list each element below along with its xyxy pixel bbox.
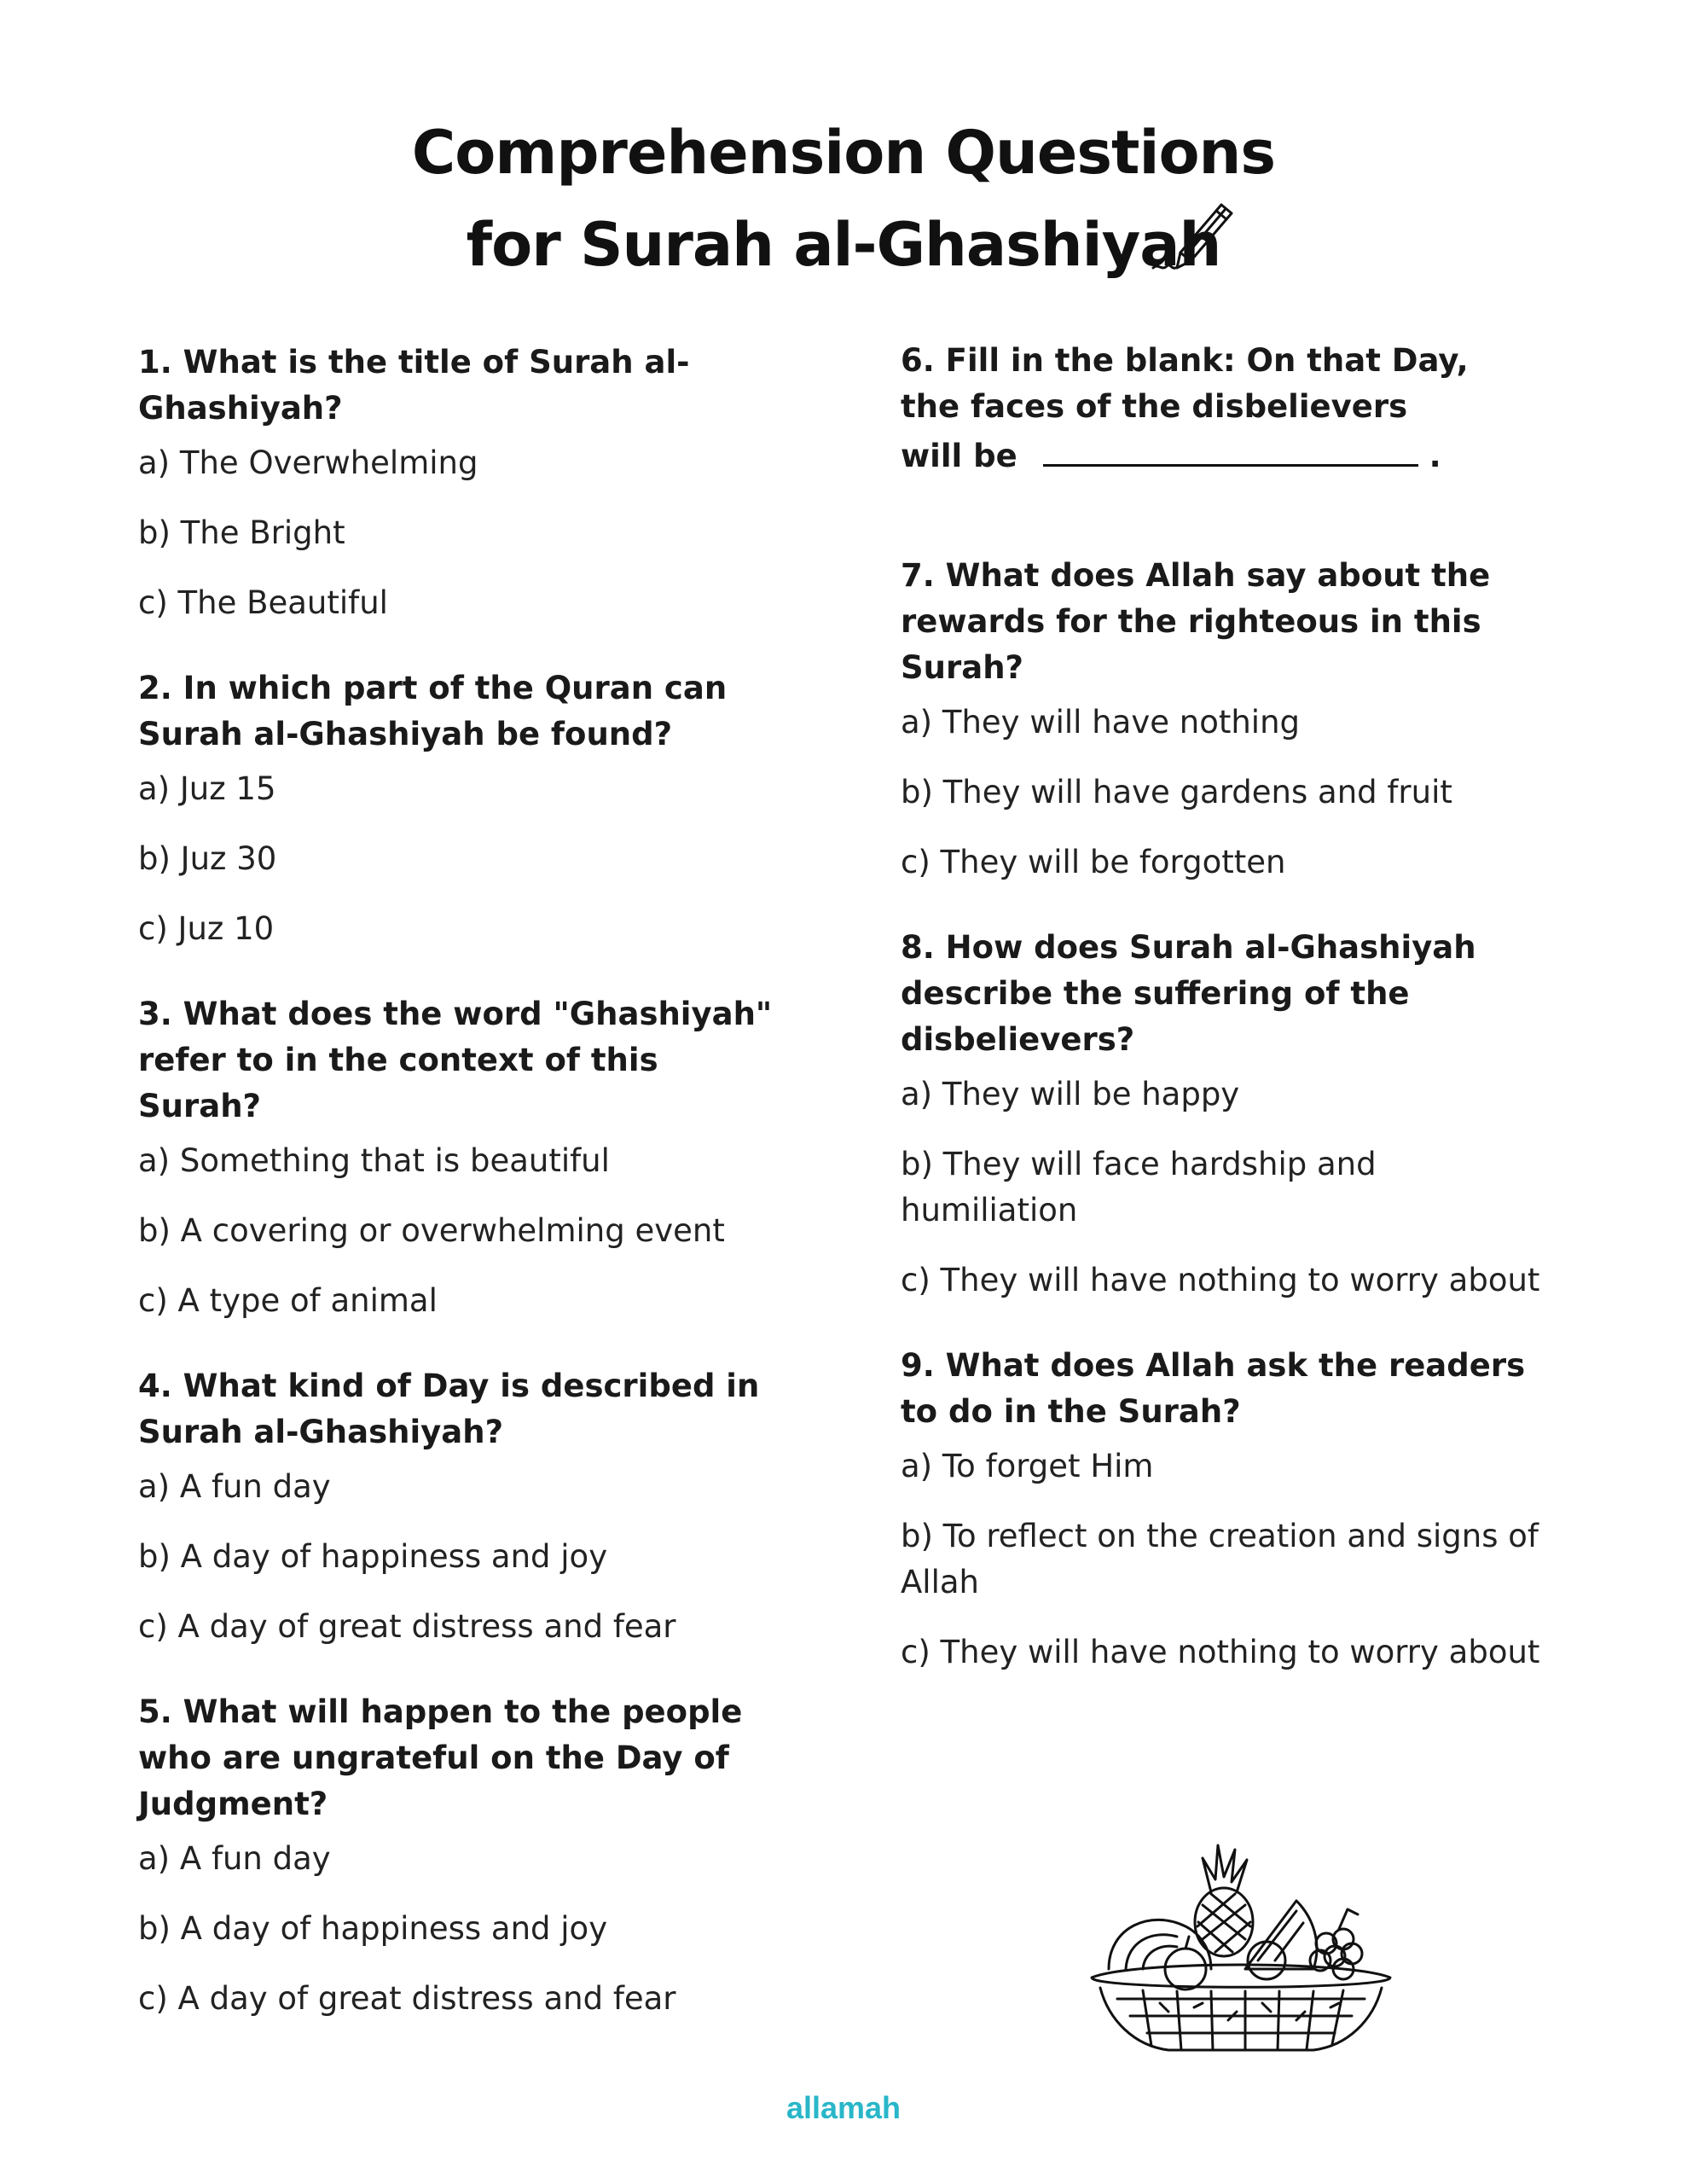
answer-option[interactable]: c) Juz 10 <box>138 910 275 947</box>
left-column <box>138 340 786 2061</box>
answer-option[interactable]: a) Something that is beautiful <box>138 1142 610 1179</box>
right-column <box>901 338 1549 1715</box>
answer-option[interactable]: b) Juz 30 <box>138 840 277 877</box>
answer-option[interactable]: a) They will be happy <box>901 1076 1240 1112</box>
question-text: 4. What kind of Day is described in Surah al-Ghashiyah? <box>138 1368 760 1450</box>
answer-option[interactable]: c) The Beautiful <box>138 584 388 621</box>
answer-option[interactable]: c) A day of great distress and fear <box>138 1980 676 2017</box>
question-text: 9. What does Allah ask the readers to do in the Surah? <box>901 1347 1526 1430</box>
answer-option[interactable]: a) A fun day <box>138 1840 331 1877</box>
question-block <box>901 553 1549 886</box>
answer-option[interactable]: c) A type of animal <box>138 1282 438 1319</box>
question-text: 3. What does the word "Ghashiyah" refer to in the context of this Surah? <box>138 996 773 1124</box>
question-block <box>138 665 786 952</box>
title-line-1: Comprehension Questions <box>411 118 1276 188</box>
answer-option[interactable]: a) To forget Him <box>901 1448 1154 1484</box>
question-text: 2. In which part of the Quran can Surah al-Ghashiyah be found? <box>138 670 728 752</box>
answer-option[interactable]: c) They will have nothing to worry about <box>901 1262 1540 1298</box>
answer-option[interactable]: a) The Overwhelming <box>138 444 478 481</box>
question-block <box>901 925 1549 1304</box>
answer-option[interactable]: a) They will have nothing <box>901 704 1301 741</box>
question-block <box>138 340 786 626</box>
question-block <box>901 1343 1549 1676</box>
answer-option[interactable]: b) The Bright <box>138 514 345 551</box>
question-block <box>138 1689 786 2022</box>
title-line-2: for Surah al-Ghashiyah <box>466 210 1221 280</box>
answer-option[interactable]: b) They will have gardens and fruit <box>901 774 1452 810</box>
answer-option[interactable]: c) They will have nothing to worry about <box>901 1634 1540 1670</box>
answer-option[interactable]: a) A fun day <box>138 1468 331 1505</box>
answer-option[interactable]: b) A day of happiness and joy <box>138 1538 608 1575</box>
question-block <box>138 991 786 1324</box>
question-6 <box>901 338 1549 479</box>
question-6-line-1: 6. Fill in the blank: On that Day, <box>901 342 1469 379</box>
question-text: 5. What will happen to the people who are ungrateful on the Day of Judgment? <box>138 1693 743 1822</box>
fill-in-blank-line[interactable] <box>1043 430 1418 467</box>
answer-option[interactable]: b) A day of happiness and joy <box>138 1910 608 1947</box>
question-block <box>138 1363 786 1650</box>
answer-option[interactable]: b) A covering or overwhelming event <box>138 1212 725 1249</box>
page-title <box>0 107 1687 291</box>
question-text: 7. What does Allah say about the rewards for the righteous in this Surah? <box>901 557 1491 686</box>
answer-option[interactable]: b) They will face hardship and humiliation <box>901 1146 1377 1228</box>
question-6-period: . <box>1429 438 1441 474</box>
question-6-line-3 <box>901 430 1549 479</box>
question-text: 8. How does Surah al-Ghashiyah describe the suffering of the disbelievers? <box>901 929 1476 1058</box>
fruit-basket-illustration <box>1083 1841 1399 2054</box>
answer-option[interactable]: a) Juz 15 <box>138 770 276 807</box>
question-text: 1. What is the title of Surah al-Ghashiyah? <box>138 344 690 427</box>
answer-option[interactable]: c) A day of great distress and fear <box>138 1608 676 1645</box>
pencil-icon <box>1146 193 1240 278</box>
question-6-prefix: will be <box>901 438 1017 474</box>
answer-option[interactable]: c) They will be forgotten <box>901 844 1286 880</box>
question-6-line-2: the faces of the disbelievers <box>901 388 1408 425</box>
brand-logo: allamah <box>786 2090 901 2125</box>
answer-option[interactable]: b) To reflect on the creation and signs of Allah <box>901 1518 1539 1600</box>
